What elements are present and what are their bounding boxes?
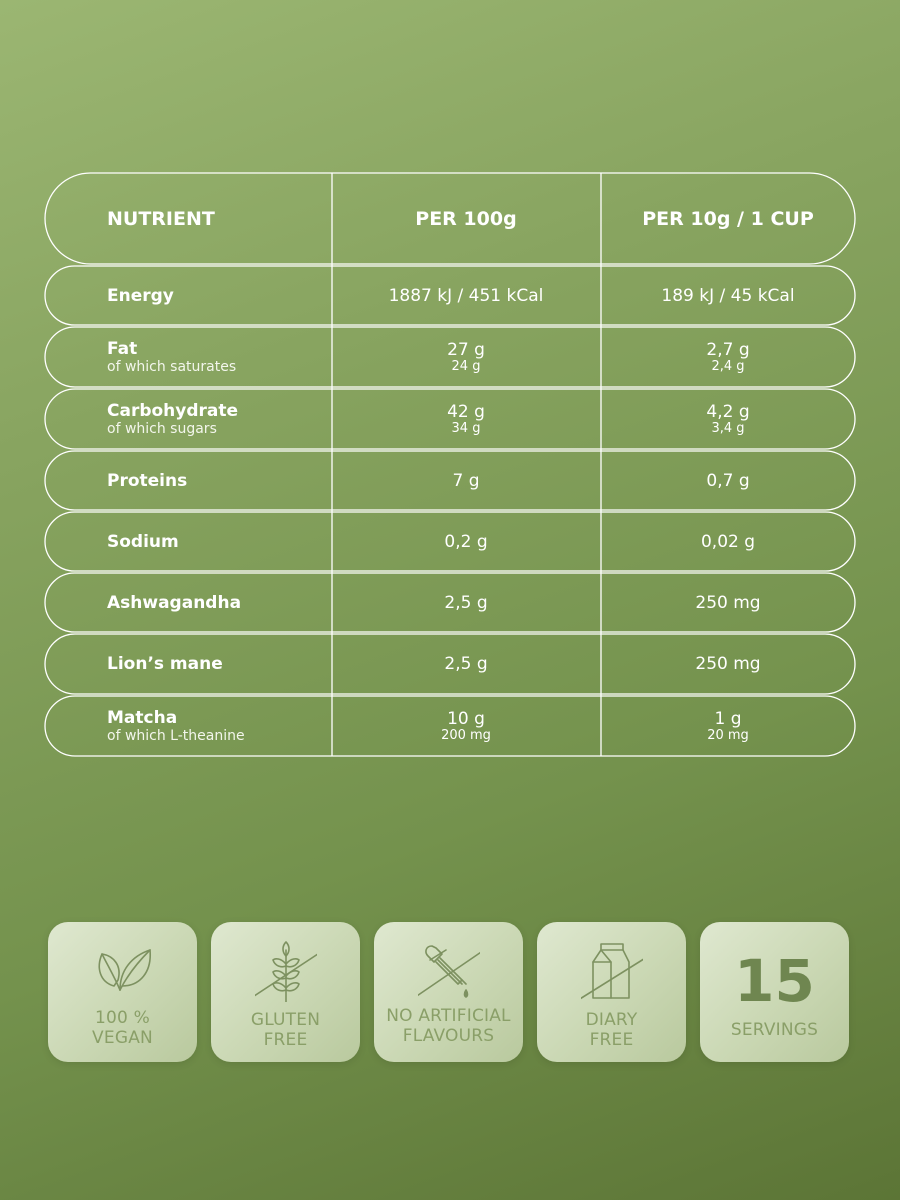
header-nutrient: NUTRIENT (107, 207, 215, 230)
nutrient-name: Carbohydrate (107, 401, 239, 421)
nutrient-subname: of which saturates (107, 359, 237, 375)
table-row (45, 451, 855, 510)
badge-label-line2: FREE (589, 1030, 634, 1050)
nutrient-subname: of which L-theanine (107, 728, 245, 744)
badge-vegan (48, 922, 197, 1062)
table-row (45, 634, 855, 694)
badge-label-line1: SERVINGS (730, 1020, 819, 1040)
nutrient-name: Ashwagandha (107, 592, 242, 613)
badge-label-line1: GLUTEN (250, 1010, 321, 1030)
nutrient-name: Proteins (107, 470, 188, 491)
badge-label-line2: FLAVOURS (402, 1026, 495, 1046)
subvalue-per-100g: 34 g (451, 421, 481, 436)
badge-gluten-free (211, 922, 360, 1062)
value-per-100g: 10 g (447, 709, 485, 729)
nutrient-name: Sodium (107, 531, 179, 552)
value-per-100g: 0,2 g (444, 531, 488, 552)
badge-label-line1: NO ARTIFICIAL (386, 1006, 511, 1026)
value-per-cup: 250 mg (695, 654, 761, 674)
nutrient-name: Matcha (107, 708, 178, 728)
header-per-cup: PER 10g / 1 CUP (642, 207, 814, 230)
table-row (45, 389, 855, 449)
badge-label-line2: FREE (263, 1030, 308, 1050)
value-per-cup: 1 g (714, 709, 742, 729)
value-per-100g: 2,5 g (444, 592, 488, 613)
wheat-crossed-icon (255, 940, 317, 1002)
value-per-cup: 2,7 g (706, 340, 750, 360)
milk-carton-crossed-icon (581, 940, 643, 1002)
leaf-icon (92, 940, 154, 1002)
servings-number: 15 (734, 947, 815, 1015)
value-per-cup: 4,2 g (706, 402, 750, 422)
badge-servings (700, 922, 849, 1062)
value-per-100g: 27 g (447, 340, 485, 360)
table-row (45, 327, 855, 387)
value-per-100g: 42 g (447, 402, 485, 422)
table-row (45, 696, 855, 756)
value-per-100g: 1887 kJ / 451 kCal (388, 285, 544, 306)
badge-label-line1: 100 % (94, 1008, 150, 1028)
header-per-100g: PER 100g (415, 207, 517, 230)
subvalue-per-cup: 2,4 g (711, 359, 745, 374)
table-row (45, 266, 855, 325)
value-per-cup: 250 mg (695, 592, 761, 613)
subvalue-per-100g: 200 mg (441, 728, 491, 743)
value-per-cup: 189 kJ / 45 kCal (661, 285, 795, 306)
table-row (45, 573, 855, 632)
value-per-cup: 0,02 g (700, 531, 756, 552)
dropper-crossed-icon (418, 940, 480, 1002)
nutrient-name: Energy (107, 285, 174, 306)
value-per-100g: 2,5 g (444, 654, 488, 674)
badge-diary-free (537, 922, 686, 1062)
badge-label-line2: VEGAN (92, 1028, 153, 1048)
nutrient-name: Fat (107, 339, 138, 359)
value-per-cup: 0,7 g (706, 470, 750, 491)
badge-no-artificial-flavours (374, 922, 523, 1062)
subvalue-per-cup: 20 mg (707, 728, 749, 743)
nutrient-name: Lion’s mane (107, 654, 223, 674)
subvalue-per-100g: 24 g (451, 359, 481, 374)
badge-label-line1: DIARY (585, 1010, 638, 1030)
subvalue-per-cup: 3,4 g (711, 421, 745, 436)
nutrient-subname: of which sugars (107, 421, 217, 437)
value-per-100g: 7 g (452, 470, 480, 491)
table-row (45, 512, 855, 571)
table-header (45, 173, 855, 264)
